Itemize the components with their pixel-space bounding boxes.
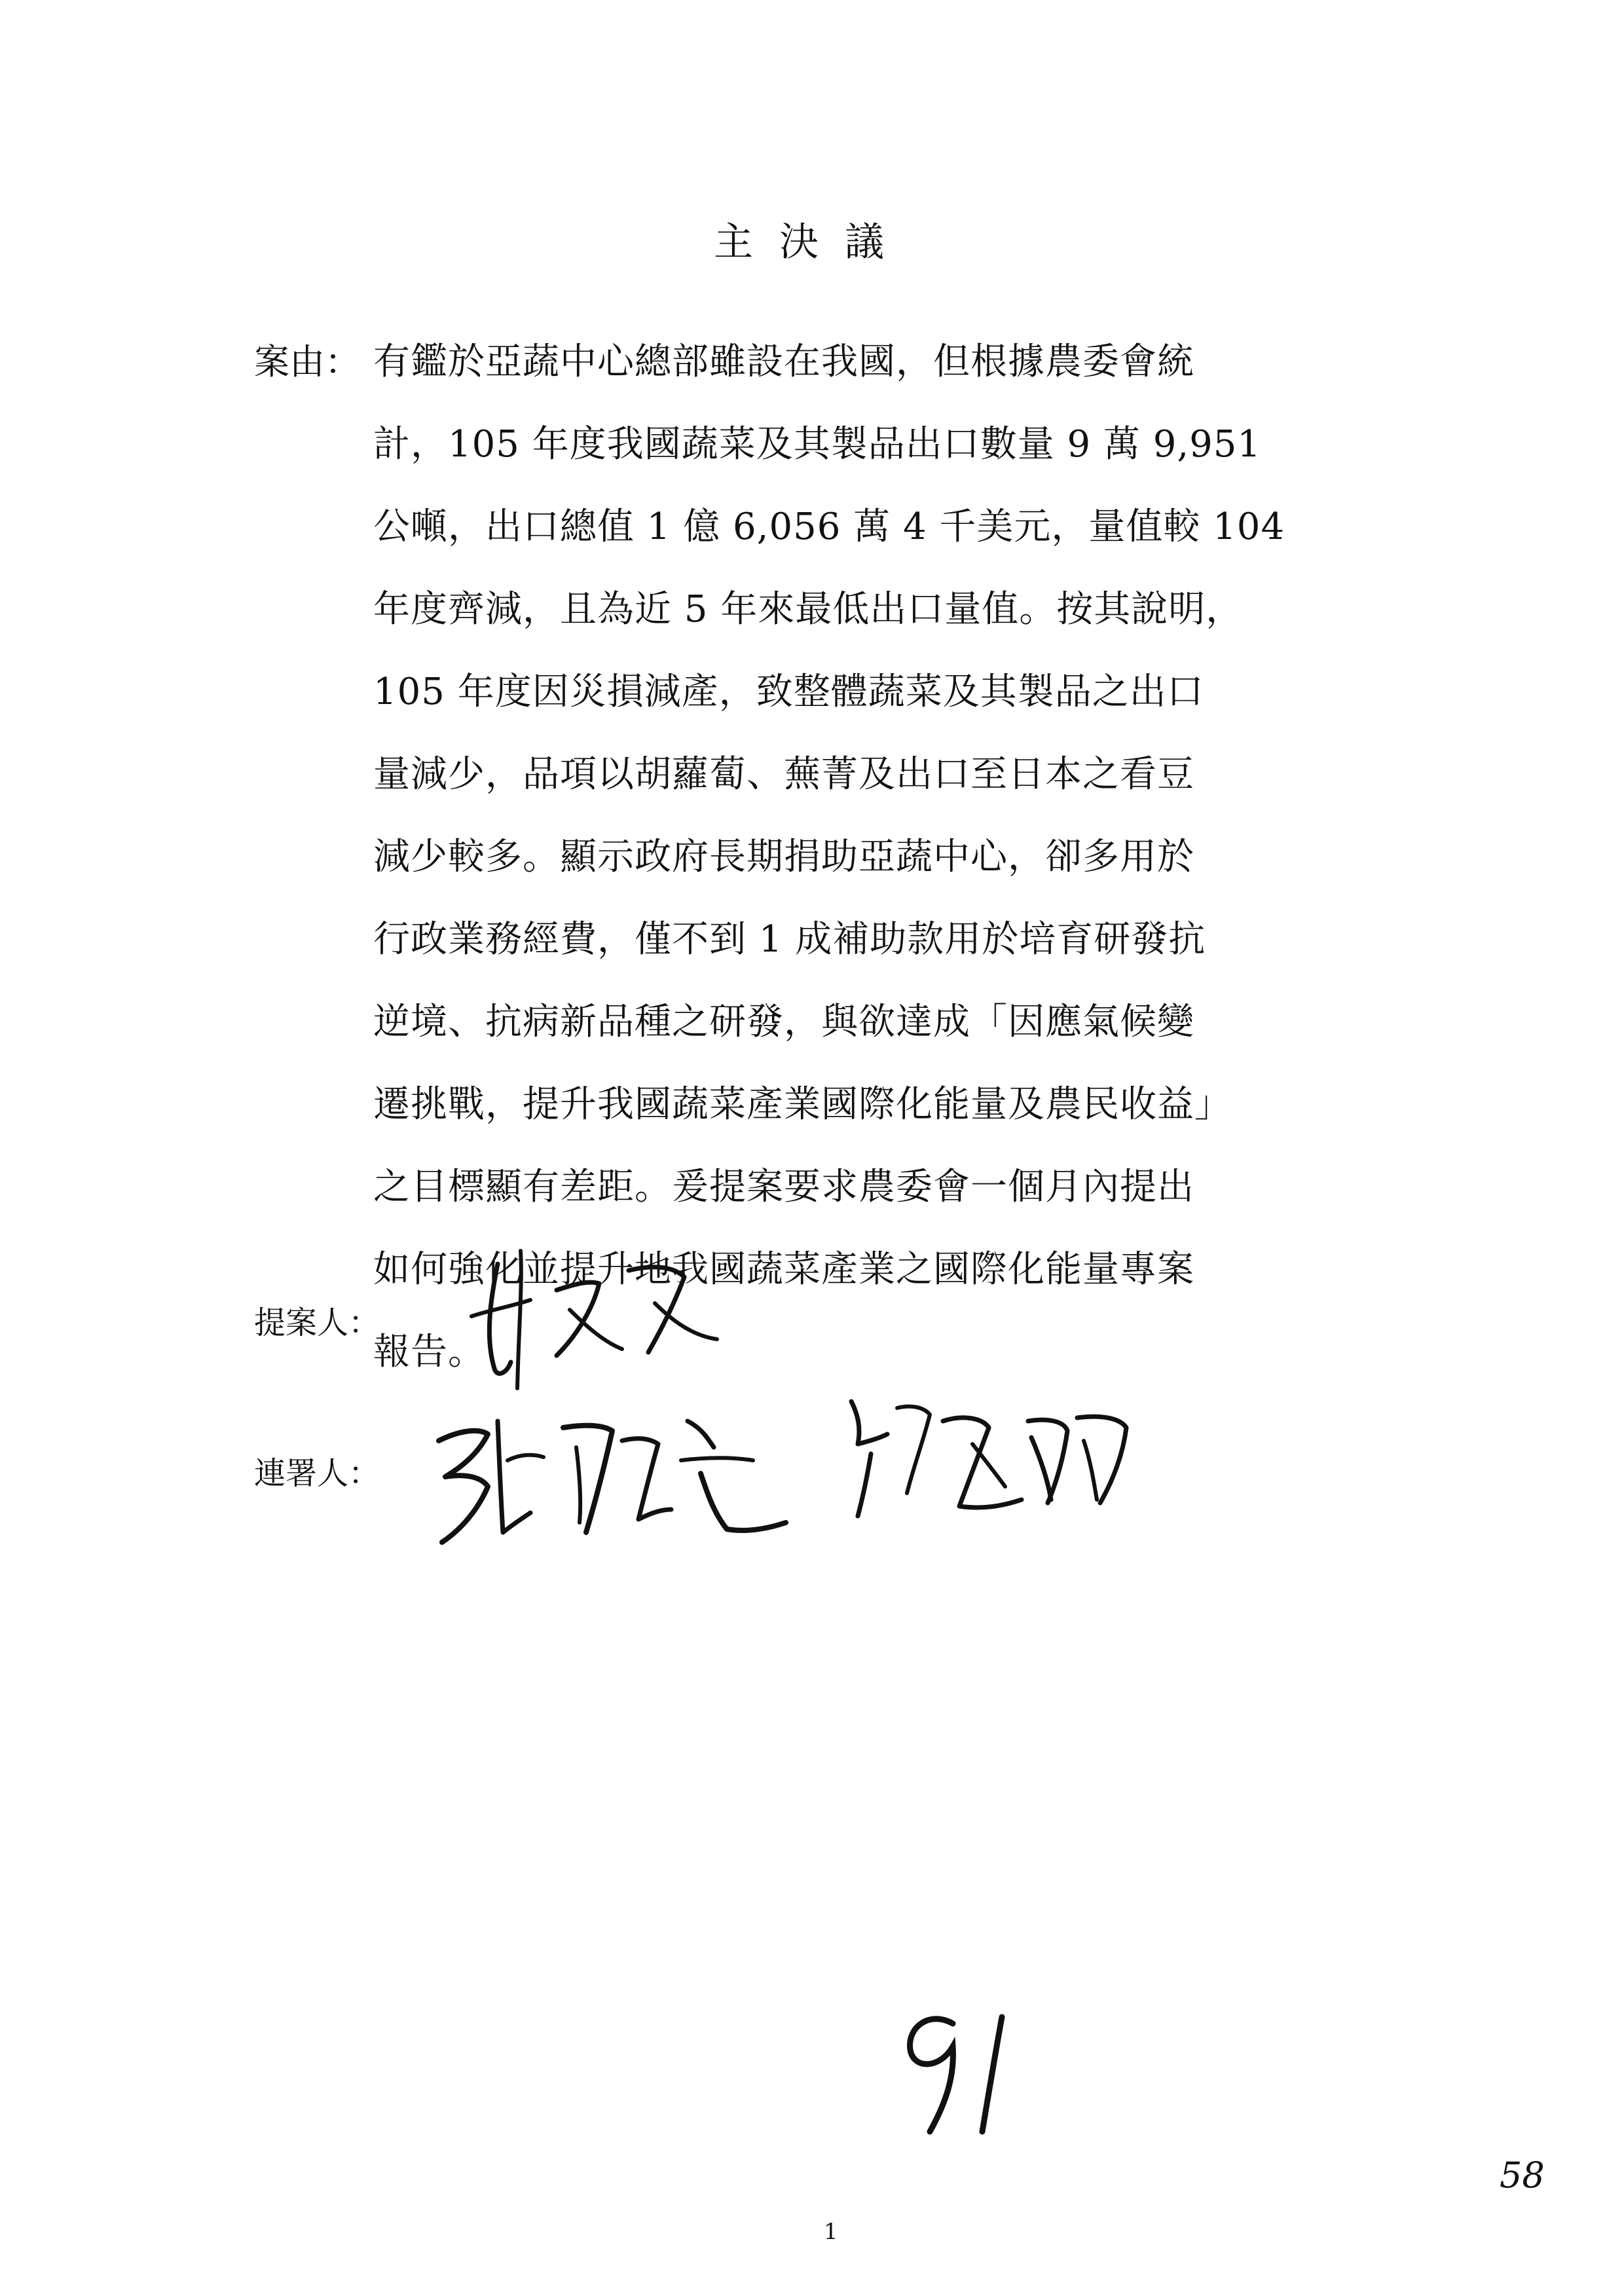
reason-line: 105 年度因災損減產，致整體蔬菜及其製品之出口: [373, 671, 1204, 713]
reason-line: 年度齊減，且為近 5 年來最低出口量值。按其說明，: [373, 588, 1244, 631]
reason-line: 計，105 年度我國蔬菜及其製品出口數量 9 萬 9,951: [373, 423, 1262, 466]
handwritten-number-text: 91: [891, 2004, 892, 2005]
cosigner-label: 連署人：: [254, 1455, 380, 1492]
reason-line: 逆境、抗病新品種之研發，與欲達成「因應氣候變: [373, 1001, 1194, 1043]
cosigner-signature-1: [426, 1401, 799, 1552]
reason-line: 量減少，品項以胡蘿蔔、蕪菁及出口至日本之看豆: [373, 753, 1194, 796]
reason-line: 如何強化並提升地我國蔬菜產業之國際化能量專案: [373, 1248, 1194, 1291]
reason-line: 公噸，出口總值 1 億 6,056 萬 4 千美元，量值較 104: [373, 506, 1285, 548]
corner-page-number: 58: [1500, 2155, 1545, 2196]
reason-line: 遷挑戰，提升我國蔬菜產業國際化能量及農民收益」: [373, 1083, 1232, 1126]
reason-line: 有鑑於亞蔬中心總部雖設在我國，但根據農委會統: [373, 341, 1194, 383]
reason-line: 減少較多。顯示政府長期捐助亞蔬中心，卻多用於: [373, 836, 1194, 878]
reason-line: 之目標顯有差距。爰提案要求農委會一個月內提出: [373, 1166, 1194, 1208]
cosigner-signature-2: [832, 1382, 1139, 1526]
proposer-label: 提案人：: [254, 1305, 380, 1341]
proposer-signature: [458, 1238, 733, 1408]
handwritten-number: [891, 2004, 1041, 2141]
reason-label: 案由：: [254, 341, 360, 382]
page-number: 1: [824, 2219, 838, 2245]
reason-line: 報告。: [373, 1331, 485, 1373]
reason-line: 行政業務經費，僅不到 1 成補助款用於培育研發抗: [373, 918, 1206, 961]
document-title: 主決議: [714, 219, 910, 265]
